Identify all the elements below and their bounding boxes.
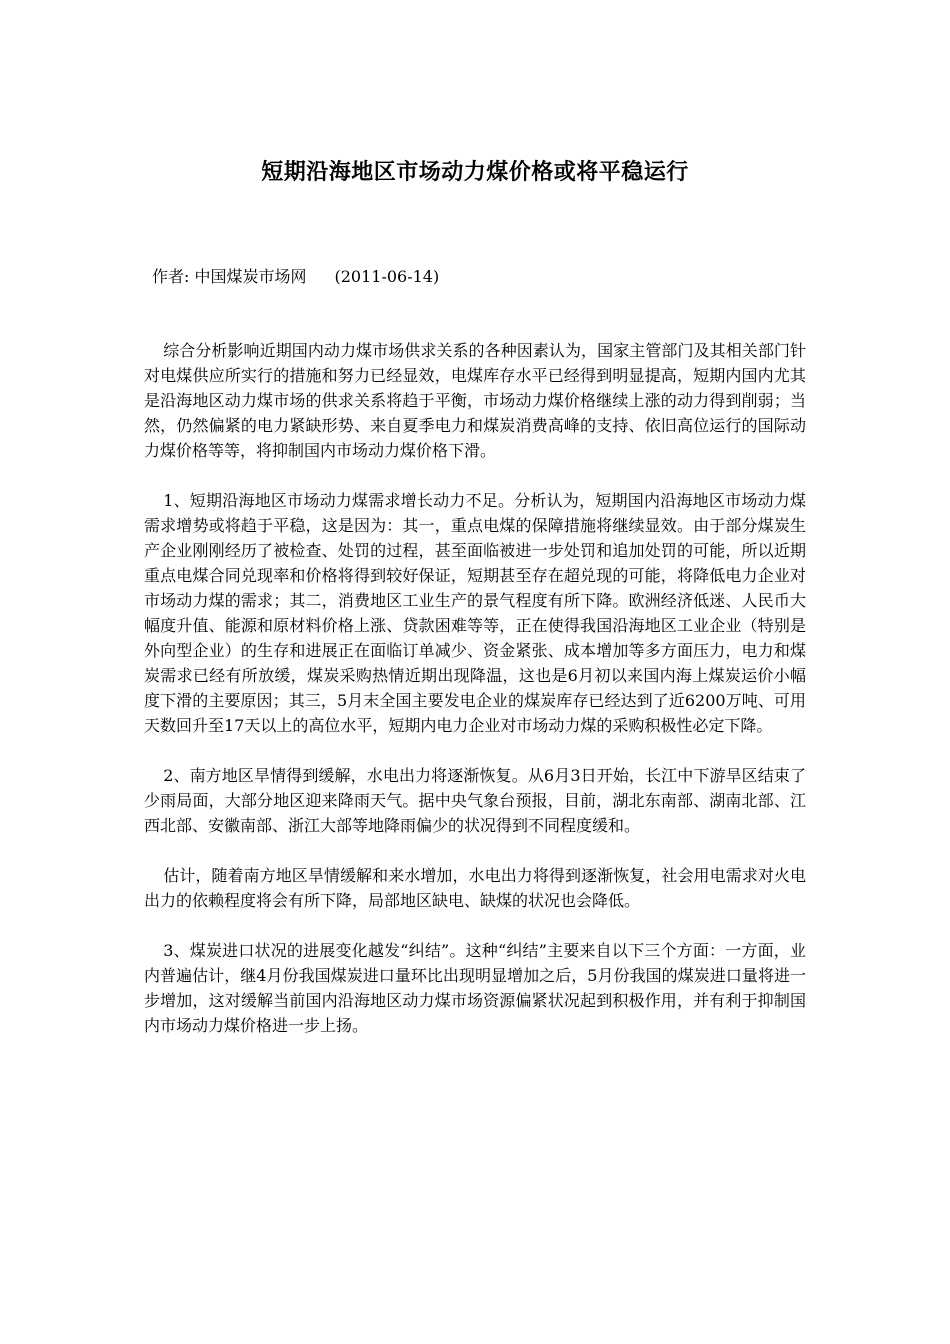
paragraph-point-2: 2、南方地区旱情得到缓解，水电出力将逐渐恢复。从6月3日开始，长江中下游旱区结束了少雨局面，大部分地区迎来降雨天气。据中央气象台预报，目前，湖北东南部、湖南北部、江西北部、安徽南部、浙江大部等地降雨偏少的状况得到不同程度缓和。 — [144, 766, 806, 835]
paragraph-estimate: 估计，随着南方地区旱情缓解和来水增加，水电出力将得到逐渐恢复，社会用电需求对火电出力的依赖程度将会有所下降，局部地区缺电、缺煤的状况也会降低。 — [144, 866, 806, 910]
paragraph-point-1: 1、短期沿海地区市场动力煤需求增长动力不足。分析认为，短期国内沿海地区市场动力煤需求增势或将趋于平稳，这是因为：其一，重点电煤的保障措施将继续显效。由于部分煤炭生产企业刚刚经历了被检查、处罚的过程，甚至面临被进一步处罚和追加处罚的可能，所以近期重点电煤合同兑现率和价格将得到较好保证，短期甚至存在超兑现的可能，将降低电力企业对市场动力煤的需求；其二，消费地区工业生产的景气程度有所下降。欧洲经济低迷、人民币大幅度升值、能源和原材料价格上涨、贷款困难等等，正在使得我国沿海地区工业企业（特别是外向型企业）的生存和进展正在面临订单减少、资金紧张、成本增加等多方面压力，电力和煤炭需求已经有所放缓，煤炭采购热情近期出现降温，这也是6月初以来国内海上煤炭运价小幅度下滑的主要原因；其三，5月末全国主要发电企业的煤炭库存已经达到了近6200万吨、可用天数回升至17天以上的高位水平，短期内电力企业对市场动力煤的采购积极性必定下降。 — [144, 491, 806, 735]
paragraph-intro: 综合分析影响近期国内动力煤市场供求关系的各种因素认为，国家主管部门及其相关部门针对电煤供应所实行的措施和努力已经显效，电煤库存水平已经得到明显提高，短期内国内尤其是沿海地区动力煤市场的供求关系将趋于平衡，市场动力煤价格继续上涨的动力得到削弱；当然，仍然偏紧的电力紧缺形势、来自夏季电力和煤炭消费高峰的支持、依旧高位运行的国际动力煤价格等等，将抑制国内市场动力煤价格下滑。 — [144, 341, 806, 460]
author-text: 作者: 中国煤炭市场网 — [152, 267, 307, 286]
byline — [152, 264, 439, 290]
article-body — [144, 338, 806, 1063]
paragraph-point-3: 3、煤炭进口状况的进展变化越发“纠结”。这种“纠结”主要来自以下三个方面：一方面，业内普遍估计，继4月份我国煤炭进口量环比出现明显增加之后，5月份我国的煤炭进口量将进一步增加，这对缓解当前国内沿海地区动力煤市场资源偏紧状况起到积极作用，并有利于抑制国内市场动力煤价格进一步上扬。 — [144, 941, 806, 1035]
publish-date: (2011-06-14) — [334, 267, 440, 286]
document-title: 短期沿海地区市场动力煤价格或将平稳运行 — [261, 159, 689, 185]
